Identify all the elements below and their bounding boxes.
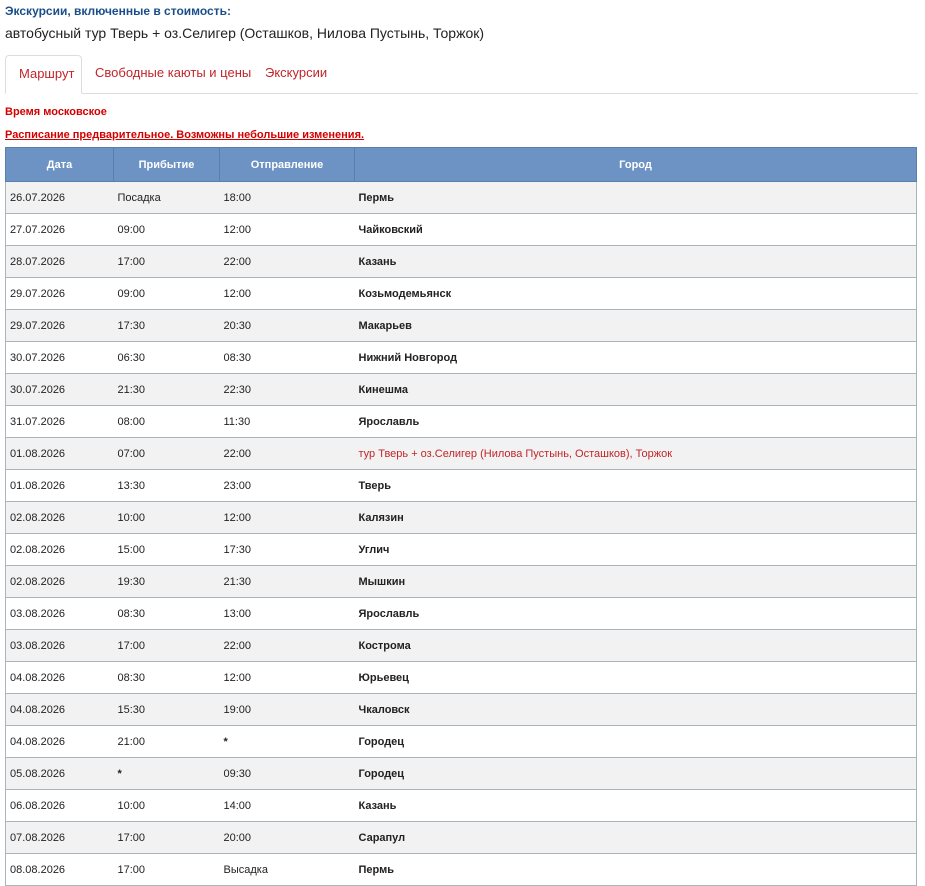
departure-cell: 22:00	[220, 630, 355, 662]
table-row	[6, 726, 917, 758]
date-cell: 31.07.2026	[6, 406, 114, 438]
date-cell: 06.08.2026	[6, 790, 114, 822]
date-cell: 02.08.2026	[6, 534, 114, 566]
departure-cell: 22:00	[220, 438, 355, 470]
column-header-departure: Отправление	[220, 148, 355, 182]
date-cell: 29.07.2026	[6, 310, 114, 342]
date-cell: 05.08.2026	[6, 758, 114, 790]
arrival-cell: 17:00	[114, 630, 220, 662]
city-link[interactable]: Пермь	[355, 182, 917, 214]
arrival-cell: 10:00	[114, 502, 220, 534]
table-row	[6, 694, 917, 726]
city-link[interactable]: Юрьевец	[355, 662, 917, 694]
table-row	[6, 790, 917, 822]
arrival-cell: 13:30	[114, 470, 220, 502]
table-row	[6, 182, 917, 214]
table-row	[6, 310, 917, 342]
arrival-cell: 17:30	[114, 310, 220, 342]
table-row	[6, 598, 917, 630]
table-row	[6, 214, 917, 246]
arrival-cell: 10:00	[114, 790, 220, 822]
arrival-cell: 08:30	[114, 662, 220, 694]
tab-excursions[interactable]: Экскурсии	[265, 65, 328, 80]
arrival-cell: *	[114, 758, 220, 790]
city-link[interactable]: Тверь	[355, 470, 917, 502]
table-row	[6, 278, 917, 310]
included-excursions-label: Экскурсии, включенные в стоимость:	[5, 4, 231, 18]
arrival-cell: 07:00	[114, 438, 220, 470]
column-header-city: Город	[355, 148, 917, 182]
date-cell: 04.08.2026	[6, 662, 114, 694]
column-header-arrival: Прибытие	[114, 148, 220, 182]
date-cell: 04.08.2026	[6, 694, 114, 726]
departure-cell: 11:30	[220, 406, 355, 438]
table-row	[6, 854, 917, 886]
table-header-row	[6, 148, 917, 182]
departure-cell: 13:00	[220, 598, 355, 630]
city-link[interactable]: Ярославль	[355, 406, 917, 438]
departure-cell: 20:00	[220, 822, 355, 854]
arrival-cell: 21:00	[114, 726, 220, 758]
table-row	[6, 566, 917, 598]
table-row	[6, 374, 917, 406]
city-link[interactable]: Калязин	[355, 502, 917, 534]
included-excursions-text: автобусный тур Тверь + оз.Селигер (Осташков, Нилова Пустынь, Торжок)	[5, 25, 485, 41]
city-link[interactable]: Казань	[355, 246, 917, 278]
table-row	[6, 342, 917, 374]
arrival-cell: 17:00	[114, 854, 220, 886]
date-cell: 30.07.2026	[6, 374, 114, 406]
table-row	[6, 630, 917, 662]
table-row	[6, 502, 917, 534]
date-cell: 01.08.2026	[6, 438, 114, 470]
date-cell: 01.08.2026	[6, 470, 114, 502]
city-link[interactable]: Макарьев	[355, 310, 917, 342]
date-cell: 26.07.2026	[6, 182, 114, 214]
arrival-cell: 08:00	[114, 406, 220, 438]
arrival-cell: 21:30	[114, 374, 220, 406]
departure-cell: 12:00	[220, 502, 355, 534]
city-link[interactable]: Казань	[355, 790, 917, 822]
time-zone-note: Время московское	[5, 106, 107, 118]
date-cell: 29.07.2026	[6, 278, 114, 310]
departure-cell: 12:00	[220, 278, 355, 310]
arrival-cell: 15:30	[114, 694, 220, 726]
departure-cell: 09:30	[220, 758, 355, 790]
date-cell: 04.08.2026	[6, 726, 114, 758]
departure-cell: 18:00	[220, 182, 355, 214]
arrival-cell: 09:00	[114, 278, 220, 310]
departure-cell: 14:00	[220, 790, 355, 822]
table-row	[6, 470, 917, 502]
city-link[interactable]: Городец	[355, 758, 917, 790]
table-row	[6, 534, 917, 566]
arrival-cell: 17:00	[114, 822, 220, 854]
arrival-cell: 19:30	[114, 566, 220, 598]
table-row	[6, 822, 917, 854]
date-cell: 07.08.2026	[6, 822, 114, 854]
arrival-cell: 08:30	[114, 598, 220, 630]
date-cell: 27.07.2026	[6, 214, 114, 246]
departure-cell: *	[220, 726, 355, 758]
city-link[interactable]: Кострома	[355, 630, 917, 662]
schedule-table	[5, 147, 917, 886]
departure-cell: 19:00	[220, 694, 355, 726]
date-cell: 08.08.2026	[6, 854, 114, 886]
arrival-cell: Посадка	[114, 182, 220, 214]
column-header-date: Дата	[6, 148, 114, 182]
date-cell: 03.08.2026	[6, 598, 114, 630]
arrival-cell: 09:00	[114, 214, 220, 246]
city-link[interactable]: Углич	[355, 534, 917, 566]
table-row	[6, 246, 917, 278]
departure-cell: 12:00	[220, 214, 355, 246]
excursion-link[interactable]: тур Тверь + оз.Селигер (Нилова Пустынь, Осташков), Торжок	[355, 438, 917, 470]
date-cell: 03.08.2026	[6, 630, 114, 662]
departure-cell: 23:00	[220, 470, 355, 502]
arrival-cell: 17:00	[114, 246, 220, 278]
departure-cell: 12:00	[220, 662, 355, 694]
table-row	[6, 438, 917, 470]
date-cell: 02.08.2026	[6, 566, 114, 598]
city-link[interactable]: Кинешма	[355, 374, 917, 406]
table-row	[6, 758, 917, 790]
tab-route[interactable]: Маршрут	[5, 55, 82, 94]
date-cell: 30.07.2026	[6, 342, 114, 374]
city-link[interactable]: Пермь	[355, 854, 917, 886]
city-link[interactable]: Чкаловск	[355, 694, 917, 726]
arrival-cell: 15:00	[114, 534, 220, 566]
departure-cell: 17:30	[220, 534, 355, 566]
schedule-body	[6, 182, 917, 886]
tab-free-cabins-prices[interactable]: Свободные каюты и цены	[95, 65, 252, 80]
date-cell: 02.08.2026	[6, 502, 114, 534]
city-link[interactable]: Нижний Новгород	[355, 342, 917, 374]
city-link[interactable]: Городец	[355, 726, 917, 758]
departure-cell: 21:30	[220, 566, 355, 598]
departure-cell: 08:30	[220, 342, 355, 374]
city-link[interactable]: Ярославль	[355, 598, 917, 630]
schedule-warning-link[interactable]: Расписание предварительное. Возможны небольшие изменения.	[5, 129, 365, 141]
tab-bar	[5, 55, 918, 94]
departure-cell: 22:00	[220, 246, 355, 278]
city-link[interactable]: Чайковский	[355, 214, 917, 246]
city-link[interactable]: Козьмодемьянск	[355, 278, 917, 310]
date-cell: 28.07.2026	[6, 246, 114, 278]
departure-cell: Высадка	[220, 854, 355, 886]
departure-cell: 20:30	[220, 310, 355, 342]
table-row	[6, 406, 917, 438]
city-link[interactable]: Сарапул	[355, 822, 917, 854]
arrival-cell: 06:30	[114, 342, 220, 374]
city-link[interactable]: Мышкин	[355, 566, 917, 598]
table-row	[6, 662, 917, 694]
departure-cell: 22:30	[220, 374, 355, 406]
